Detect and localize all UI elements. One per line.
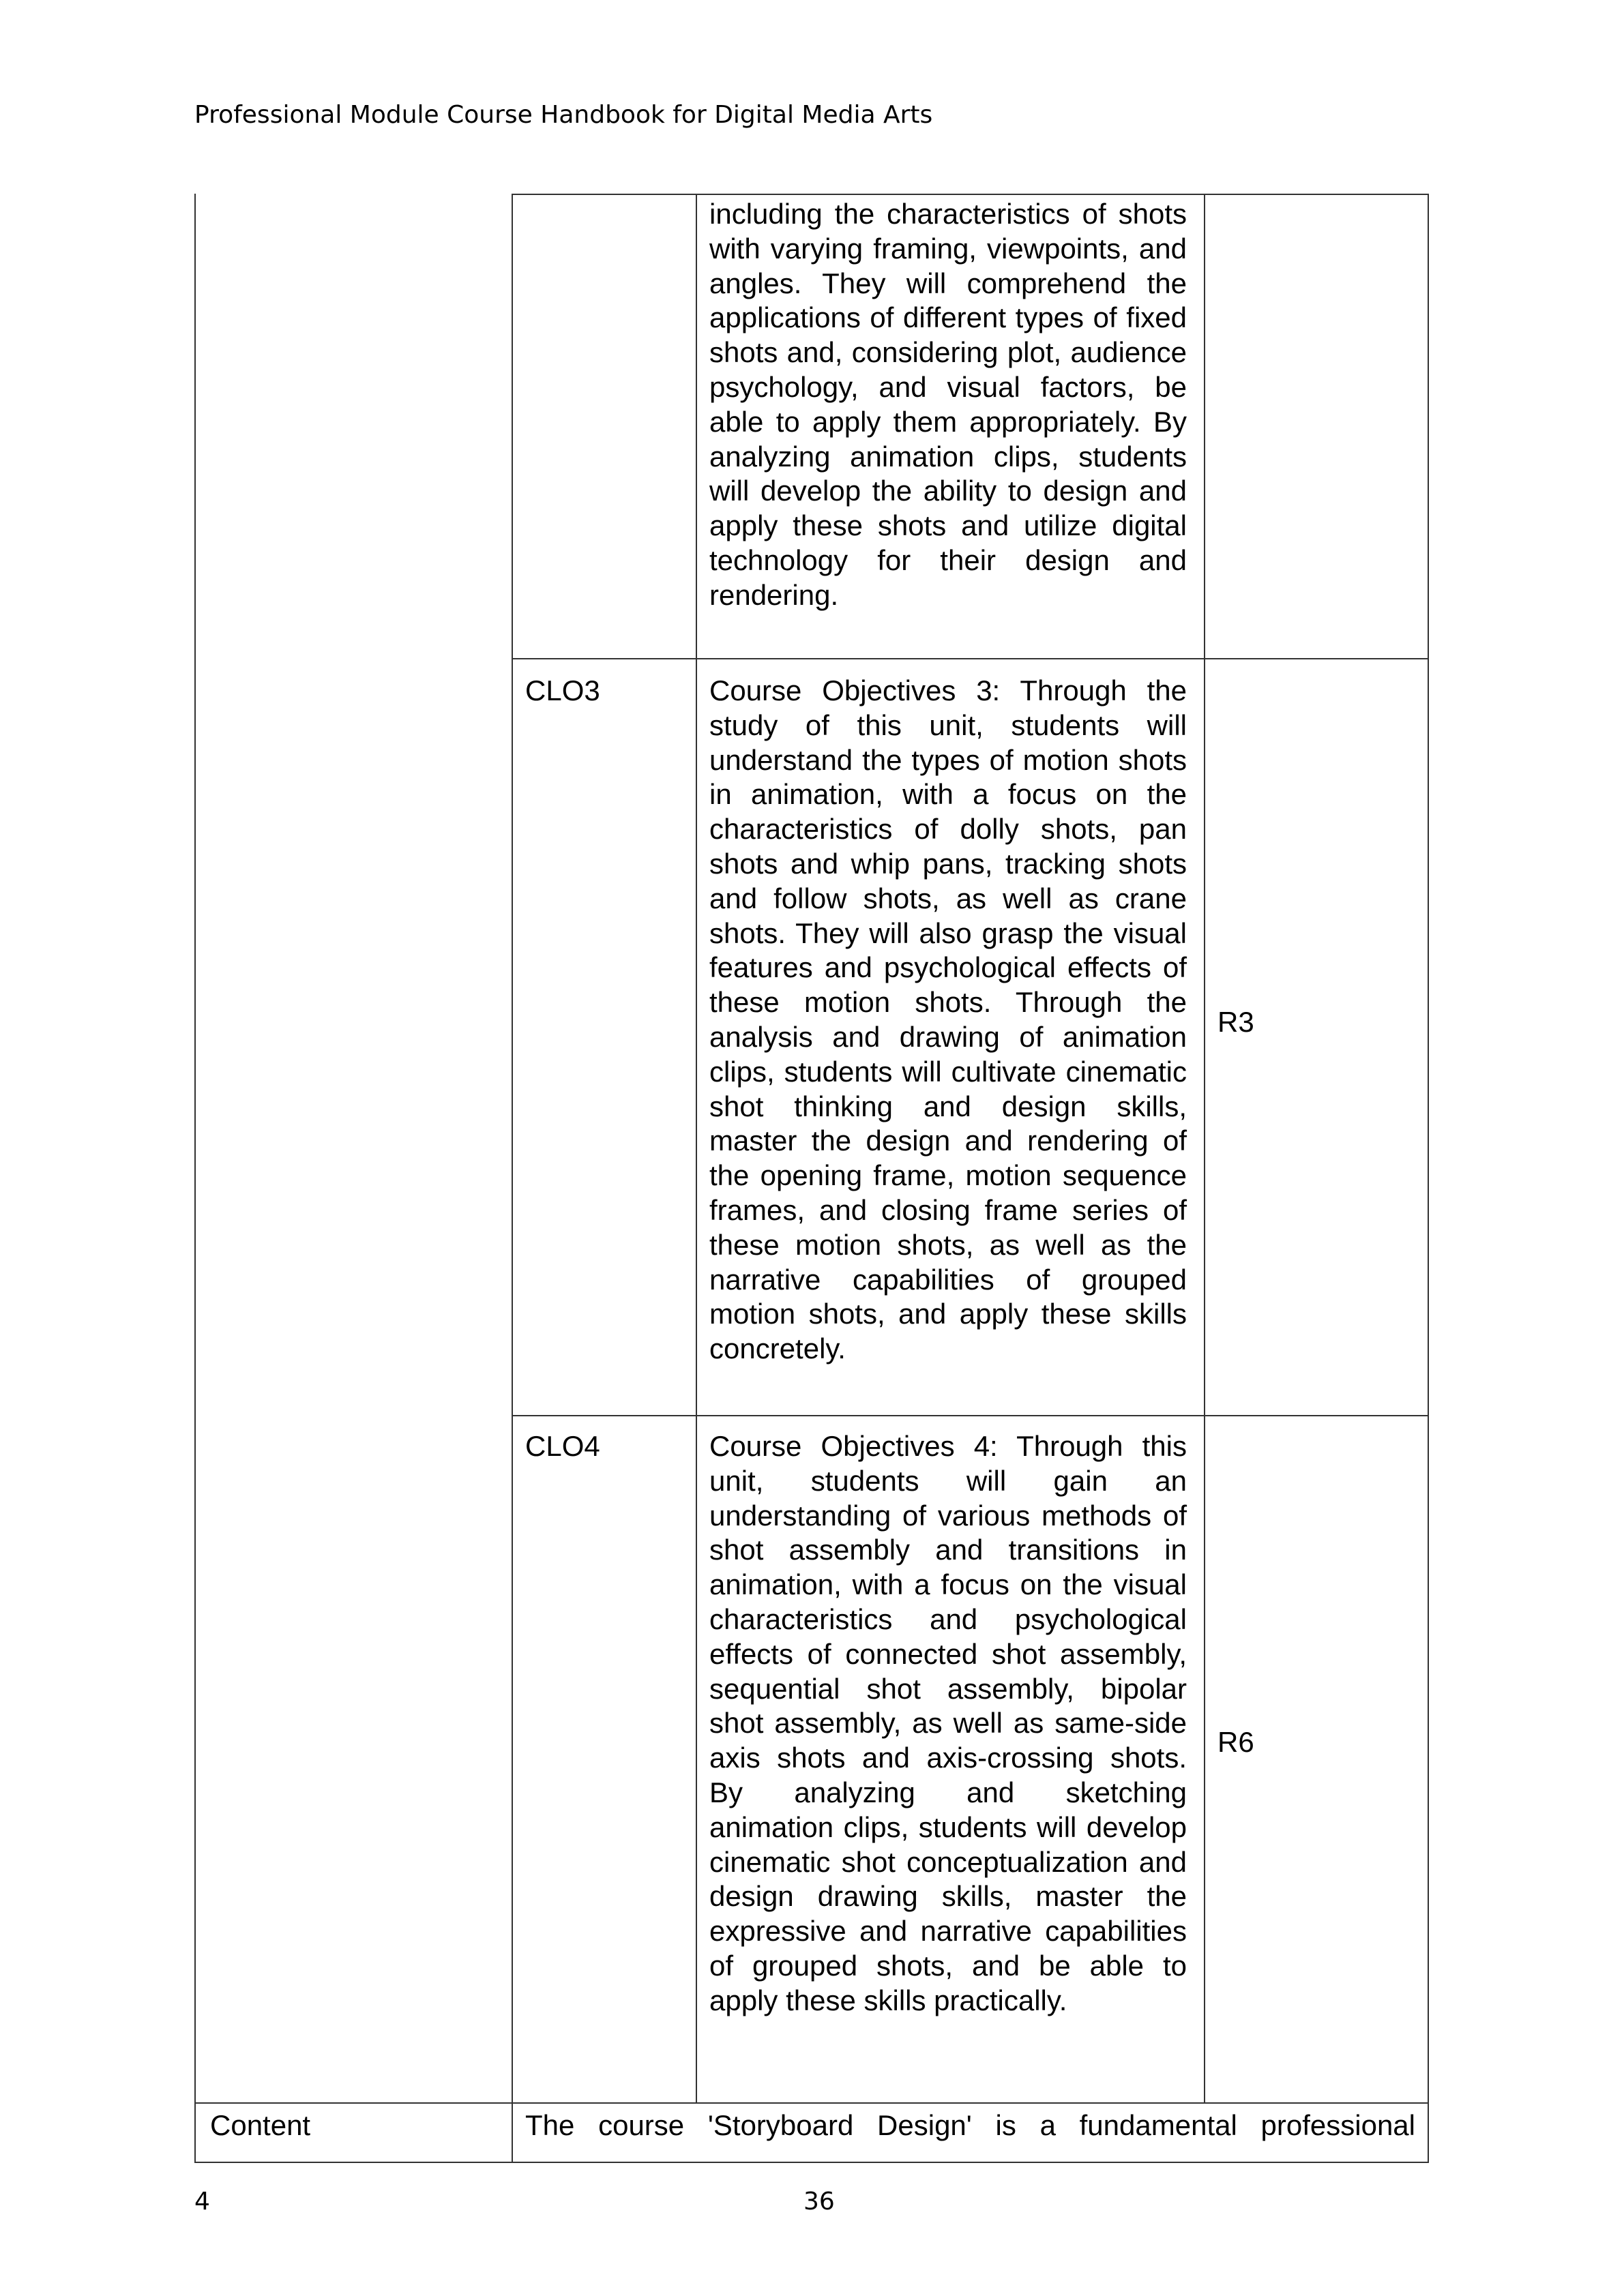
content-label: Content [210,2109,311,2141]
table-rule-content [194,2102,1429,2104]
page-number: 36 [803,2188,835,2216]
footer-left-number: 4 [194,2188,210,2216]
objective-description: Course Objectives 4: Through this unit, students will gain an understanding of various methods of shot assembly and transitions in animation, with a focus on the visual characteristics and psychological effects of connected shot assembly, sequential shot assembly, bipolar shot assembly, as well as same-side axis shots and axis-crossing shots. By analyzing and sketching animation clips, students will develop cinematic shot conceptualization and design drawing skills, master the expressive and narrative capabilities of grouped shots, and be able to apply these skills practically. [709,1430,1187,2016]
objective-code: CLO3 [525,674,600,706]
table-rule-top [512,194,1429,195]
table-rule-col3 [1204,194,1205,2104]
table-rule-row3 [512,1415,1429,1416]
running-header: Professional Module Course Handbook for Digital Media Arts [194,101,933,129]
table-rule-left [194,194,196,2163]
table-rule-row2 [512,658,1429,659]
objective-description: including the characteristics of shots with varying framing, viewpoints, and angles. They will comprehend the applications of different types of fixed shots and, considering plot, audience psychology, and visual factors, be able to apply them appropriately. By analyzing animation clips, students will develop the ability to design and apply these shots and utilize digital technology for their design and rendering. [709,198,1187,611]
objective-description: Course Objectives 3: Through the study of this unit, students will understand the types of motion shots in animation, with a focus on the characteristics of dolly shots, pan shots and whip pans, tracking shots and follow shots, as well as crane shots. They will also grasp the visual features and psychological effects of these motion shots. Through the analysis and drawing of animation clips, students will cultivate cinematic shot thinking and design skills, master the design and rendering of the opening frame, motion sequence frames, and closing frame series of these motion shots, as well as the narrative capabilities of grouped motion shots, and apply these skills concretely. [709,674,1187,1365]
table-rule-bottom [194,2162,1429,2163]
objective-code: CLO4 [525,1430,600,1462]
objective-reference: R3 [1217,1006,1254,1038]
table-rule-col1 [512,194,513,2163]
table-rule-col2 [696,194,697,2104]
objective-reference: R6 [1217,1726,1254,1758]
table-rule-right [1428,194,1429,2163]
content-text: The course 'Storyboard Design' is a fundamental professional [525,2109,1415,2141]
